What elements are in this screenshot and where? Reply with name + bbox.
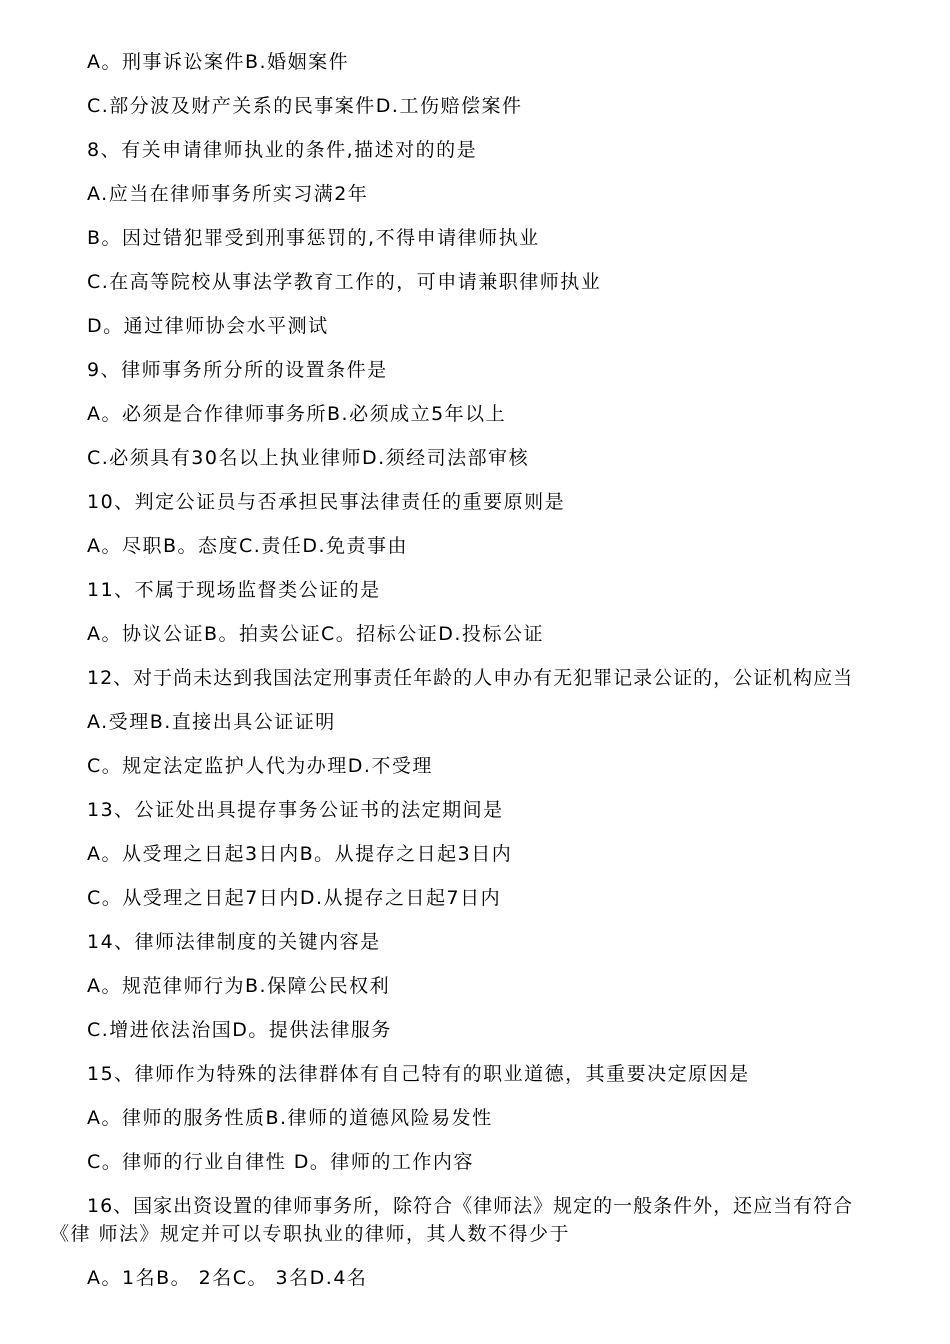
text-line: A。1名B。 2名C。 3名D.4名 [87,1267,368,1289]
text-line: C。律师的行业自律性 D。律师的工作内容 [87,1151,474,1173]
text-line: B。因过错犯罪受到刑事惩罚的,不得申请律师执业 [87,227,540,249]
text-line: A。必须是合作律师事务所B.必须成立5年以上 [87,403,507,425]
text-line: C.部分波及财产关系的民事案件D.工伤赔偿案件 [87,95,523,117]
question-12: 12、对于尚未达到我国法定刑事责任年龄的人申办有无犯罪记录公证的，公证机构应当 [87,667,854,689]
question-8: 8、有关申请律师执业的条件,描述对的的是 [87,139,478,161]
question-14: 14、律师法律制度的关键内容是 [87,931,381,953]
text-line: A。协议公证B。拍卖公证C。招标公证D.投标公证 [87,623,544,645]
question-16-line-2: 《律 师法》规定并可以专职执业的律师，其人数不得少于 [50,1223,571,1245]
text-line: C.必须具有30名以上执业律师D.须经司法部审核 [87,447,530,469]
question-16-line-1: 16、国家出资设置的律师事务所，除符合《律师法》规定的一般条件外，还应当有符合 [87,1195,854,1217]
question-9: 9、律师事务所分所的设置条件是 [87,359,388,381]
text-line: A.应当在律师事务所实习满2年 [87,183,369,205]
text-line: C.在高等院校从事法学教育工作的，可申请兼职律师执业 [87,271,602,293]
text-line: A。律师的服务性质B.律师的道德风险易发性 [87,1107,493,1129]
text-line: C。规定法定监护人代为办理D.不受理 [87,755,433,777]
question-10: 10、判定公证员与否承担民事法律责任的重要原则是 [87,491,566,513]
text-line: A。刑事诉讼案件B.婚姻案件 [87,51,350,73]
question-15: 15、律师作为特殊的法律群体有自己特有的职业道德，其重要决定原因是 [87,1063,750,1085]
text-line: A.受理B.直接出具公证证明 [87,711,336,733]
text-line: C。从受理之日起7日内D.从提存之日起7日内 [87,887,502,909]
text-line: C.增进依法治国D。提供法律服务 [87,1019,392,1041]
text-line: A。规范律师行为B.保障公民权利 [87,975,391,997]
text-line: A。尽职B。态度C.责任D.免责事由 [87,535,409,557]
question-13: 13、公证处出具提存事务公证书的法定期间是 [87,799,504,821]
question-11: 11、不属于现场监督类公证的是 [87,579,381,601]
text-line: A。从受理之日起3日内B。从提存之日起3日内 [87,843,513,865]
text-line: D。通过律师协会水平测试 [87,315,329,337]
